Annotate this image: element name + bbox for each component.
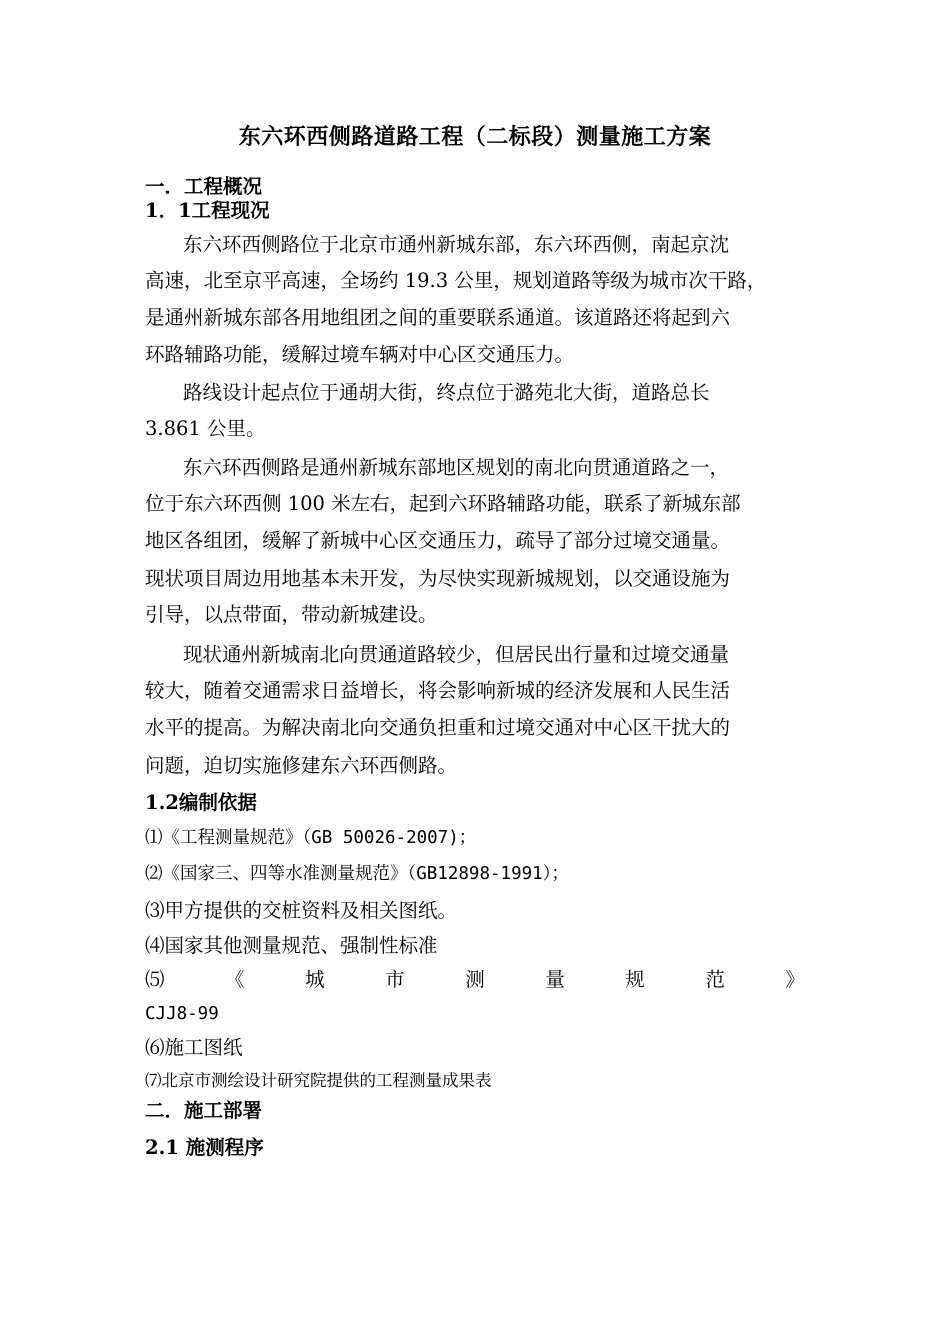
reference-part: 市 — [385, 968, 405, 991]
reference-item-continuation: CJJ8-99 — [145, 1004, 219, 1024]
paragraph-line: 是通州新城东部各用地组团之间的重要联系通道。该道路还将起到六 — [145, 306, 731, 329]
reference-part: ⑸ — [145, 968, 165, 991]
paragraph-line: 引导，以点带面，带动新城建设。 — [145, 603, 438, 626]
paragraph-line: 较大，随着交通需求日益增长，将会影响新城的经济发展和人民生活 — [145, 679, 731, 702]
section-heading-1: 一．工程概况 — [145, 175, 263, 198]
paragraph-line: 现状通州新城南北向贯通道路较少，但居民出行量和过境交通量 — [183, 643, 730, 666]
document-title: 东六环西侧路道路工程（二标段）测量施工方案 — [238, 124, 712, 150]
reference-part: 测 — [465, 968, 485, 991]
reference-item: ⑹施工图纸 — [145, 1036, 243, 1059]
paragraph-line: 3.861 公里。 — [145, 417, 266, 440]
paragraph-line: 地区各组团，缓解了新城中心区交通压力，疏导了部分过境交通量。 — [145, 529, 731, 552]
subsection-heading-2-1: 2.1 施测程序 — [145, 1136, 264, 1159]
subsection-heading-1-1: 1．1工程现况 — [145, 199, 270, 222]
paragraph-line: 路线设计起点位于通胡大街，终点位于潞苑北大街，道路总长 — [183, 381, 710, 404]
reference-item: ⑺北京市测绘设计研究院提供的工程测量成果表 — [145, 1071, 492, 1090]
paragraph-line: 位于东六环西侧 100 米左右，起到六环路辅路功能，联系了新城东部 — [145, 492, 741, 515]
reference-part: 》 — [785, 968, 805, 991]
reference-part: 量 — [545, 968, 565, 991]
paragraph-line: 现状项目周边用地基本未开发，为尽快实现新城规划，以交通设施为 — [145, 567, 731, 590]
paragraph-line: 水平的提高。为解决南北向交通负担重和过境交通对中心区干扰大的 — [145, 716, 731, 739]
reference-item: ⑷国家其他测量规范、强制性标准 — [145, 934, 438, 957]
paragraph-line: 高速，北至京平高速，全场约 19.3 公里，规划道路等级为城市次干路， — [145, 269, 767, 292]
paragraph-line: 问题，迫切实施修建东六环西侧路。 — [145, 754, 458, 777]
reference-part: 规 — [625, 968, 645, 991]
paragraph-line: 东六环西侧路是通州新城东部地区规划的南北向贯通道路之一， — [183, 456, 730, 479]
reference-item: ⑶甲方提供的交桩资料及相关图纸。 — [145, 899, 458, 922]
paragraph-line: 东六环西侧路位于北京市通州新城东部，东六环西侧，南起京沈 — [183, 233, 730, 256]
reference-item-justified — [145, 967, 805, 993]
reference-item: ⑴《工程测量规范》（GB 50026-2007)； — [145, 828, 477, 848]
paragraph-line: 环路辅路功能，缓解过境车辆对中心区交通压力。 — [145, 343, 575, 366]
subsection-heading-1-2: 1.2编制依据 — [145, 791, 257, 814]
reference-part: 《 — [225, 968, 245, 991]
reference-item: ⑵《国家三、四等水准测量规范》（GB12898-1991）； — [145, 864, 569, 884]
section-heading-2: 二．施工部署 — [145, 1099, 263, 1122]
reference-part: 城 — [305, 968, 325, 991]
reference-part: 范 — [705, 968, 725, 991]
